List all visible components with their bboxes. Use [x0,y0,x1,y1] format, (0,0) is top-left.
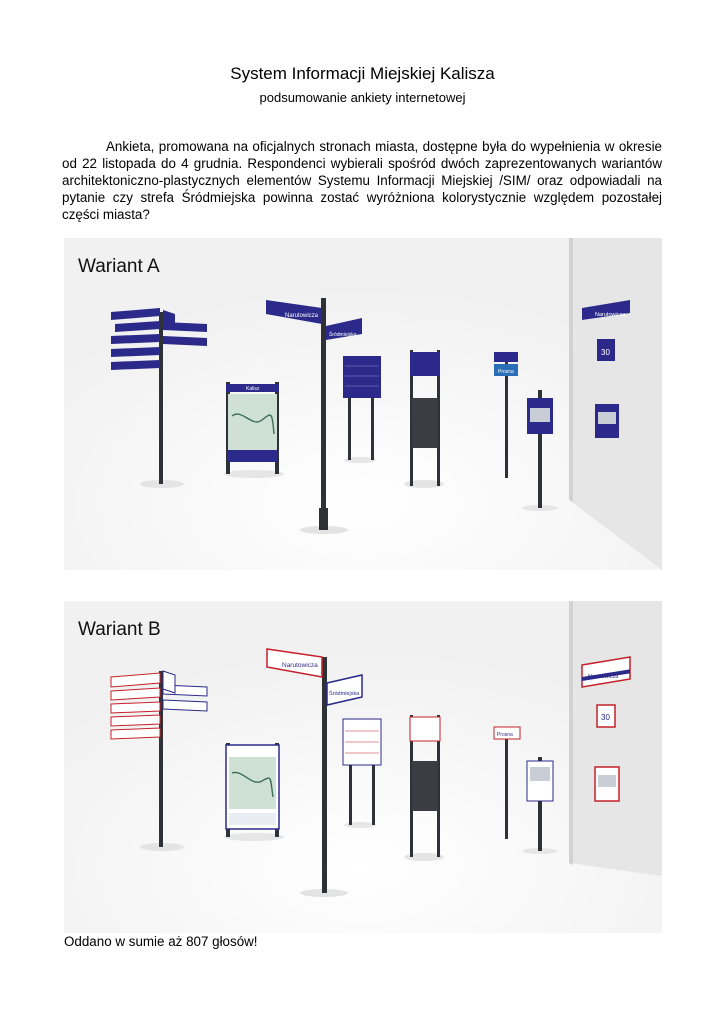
variant-a-scene [64,238,662,570]
street-cross-text: Śródmiejska [329,332,357,338]
variant-b-render [64,601,662,933]
variant-a-label: Wariant A [78,256,160,277]
variant-b-label: Wariant B [78,619,161,640]
wall-street-text: Narutowicza [595,312,626,318]
wall [569,601,662,876]
small-sign-text: Prosna [497,732,513,738]
variant-b-scene [64,601,662,933]
footer-note: Oddano w sumie aż 807 głosów! [64,934,258,949]
variant-a-render [64,238,662,570]
map-board-title: Kalisz [246,386,260,392]
document-subtitle: podsumowanie ankiety internetowej [259,90,466,105]
small-sign-text: Prosna [498,369,514,375]
map-board [224,743,284,841]
wall-number-text: 30 [601,713,610,722]
street-cross-text: Śródmiejska [329,691,360,697]
street-main-text: Narutowicza [282,662,318,669]
document-title: System Informacji Miejskiej Kalisza [230,64,495,83]
street-main-text: Narutowicza [285,313,319,319]
wall-street-text: Narutowicza [588,674,619,680]
wall-number-text: 30 [601,348,610,357]
intro-paragraph: Ankieta, promowana na oficjalnych stronach miasta, dostępne była do wypełnienia w okresie od 22 listopada do 4 grudnia. Respondenci wybierali spośród dwóch zaprezentowanych wariantów architektoniczno-plastycznych elementów Systemu Informacji Miejskiej /SIM/ oraz odpowiadali na pytanie czy strefa Śródmiejska powinna zostać wyróżniona kolorystycznie względem pozostałej części miasta? [62,139,662,222]
